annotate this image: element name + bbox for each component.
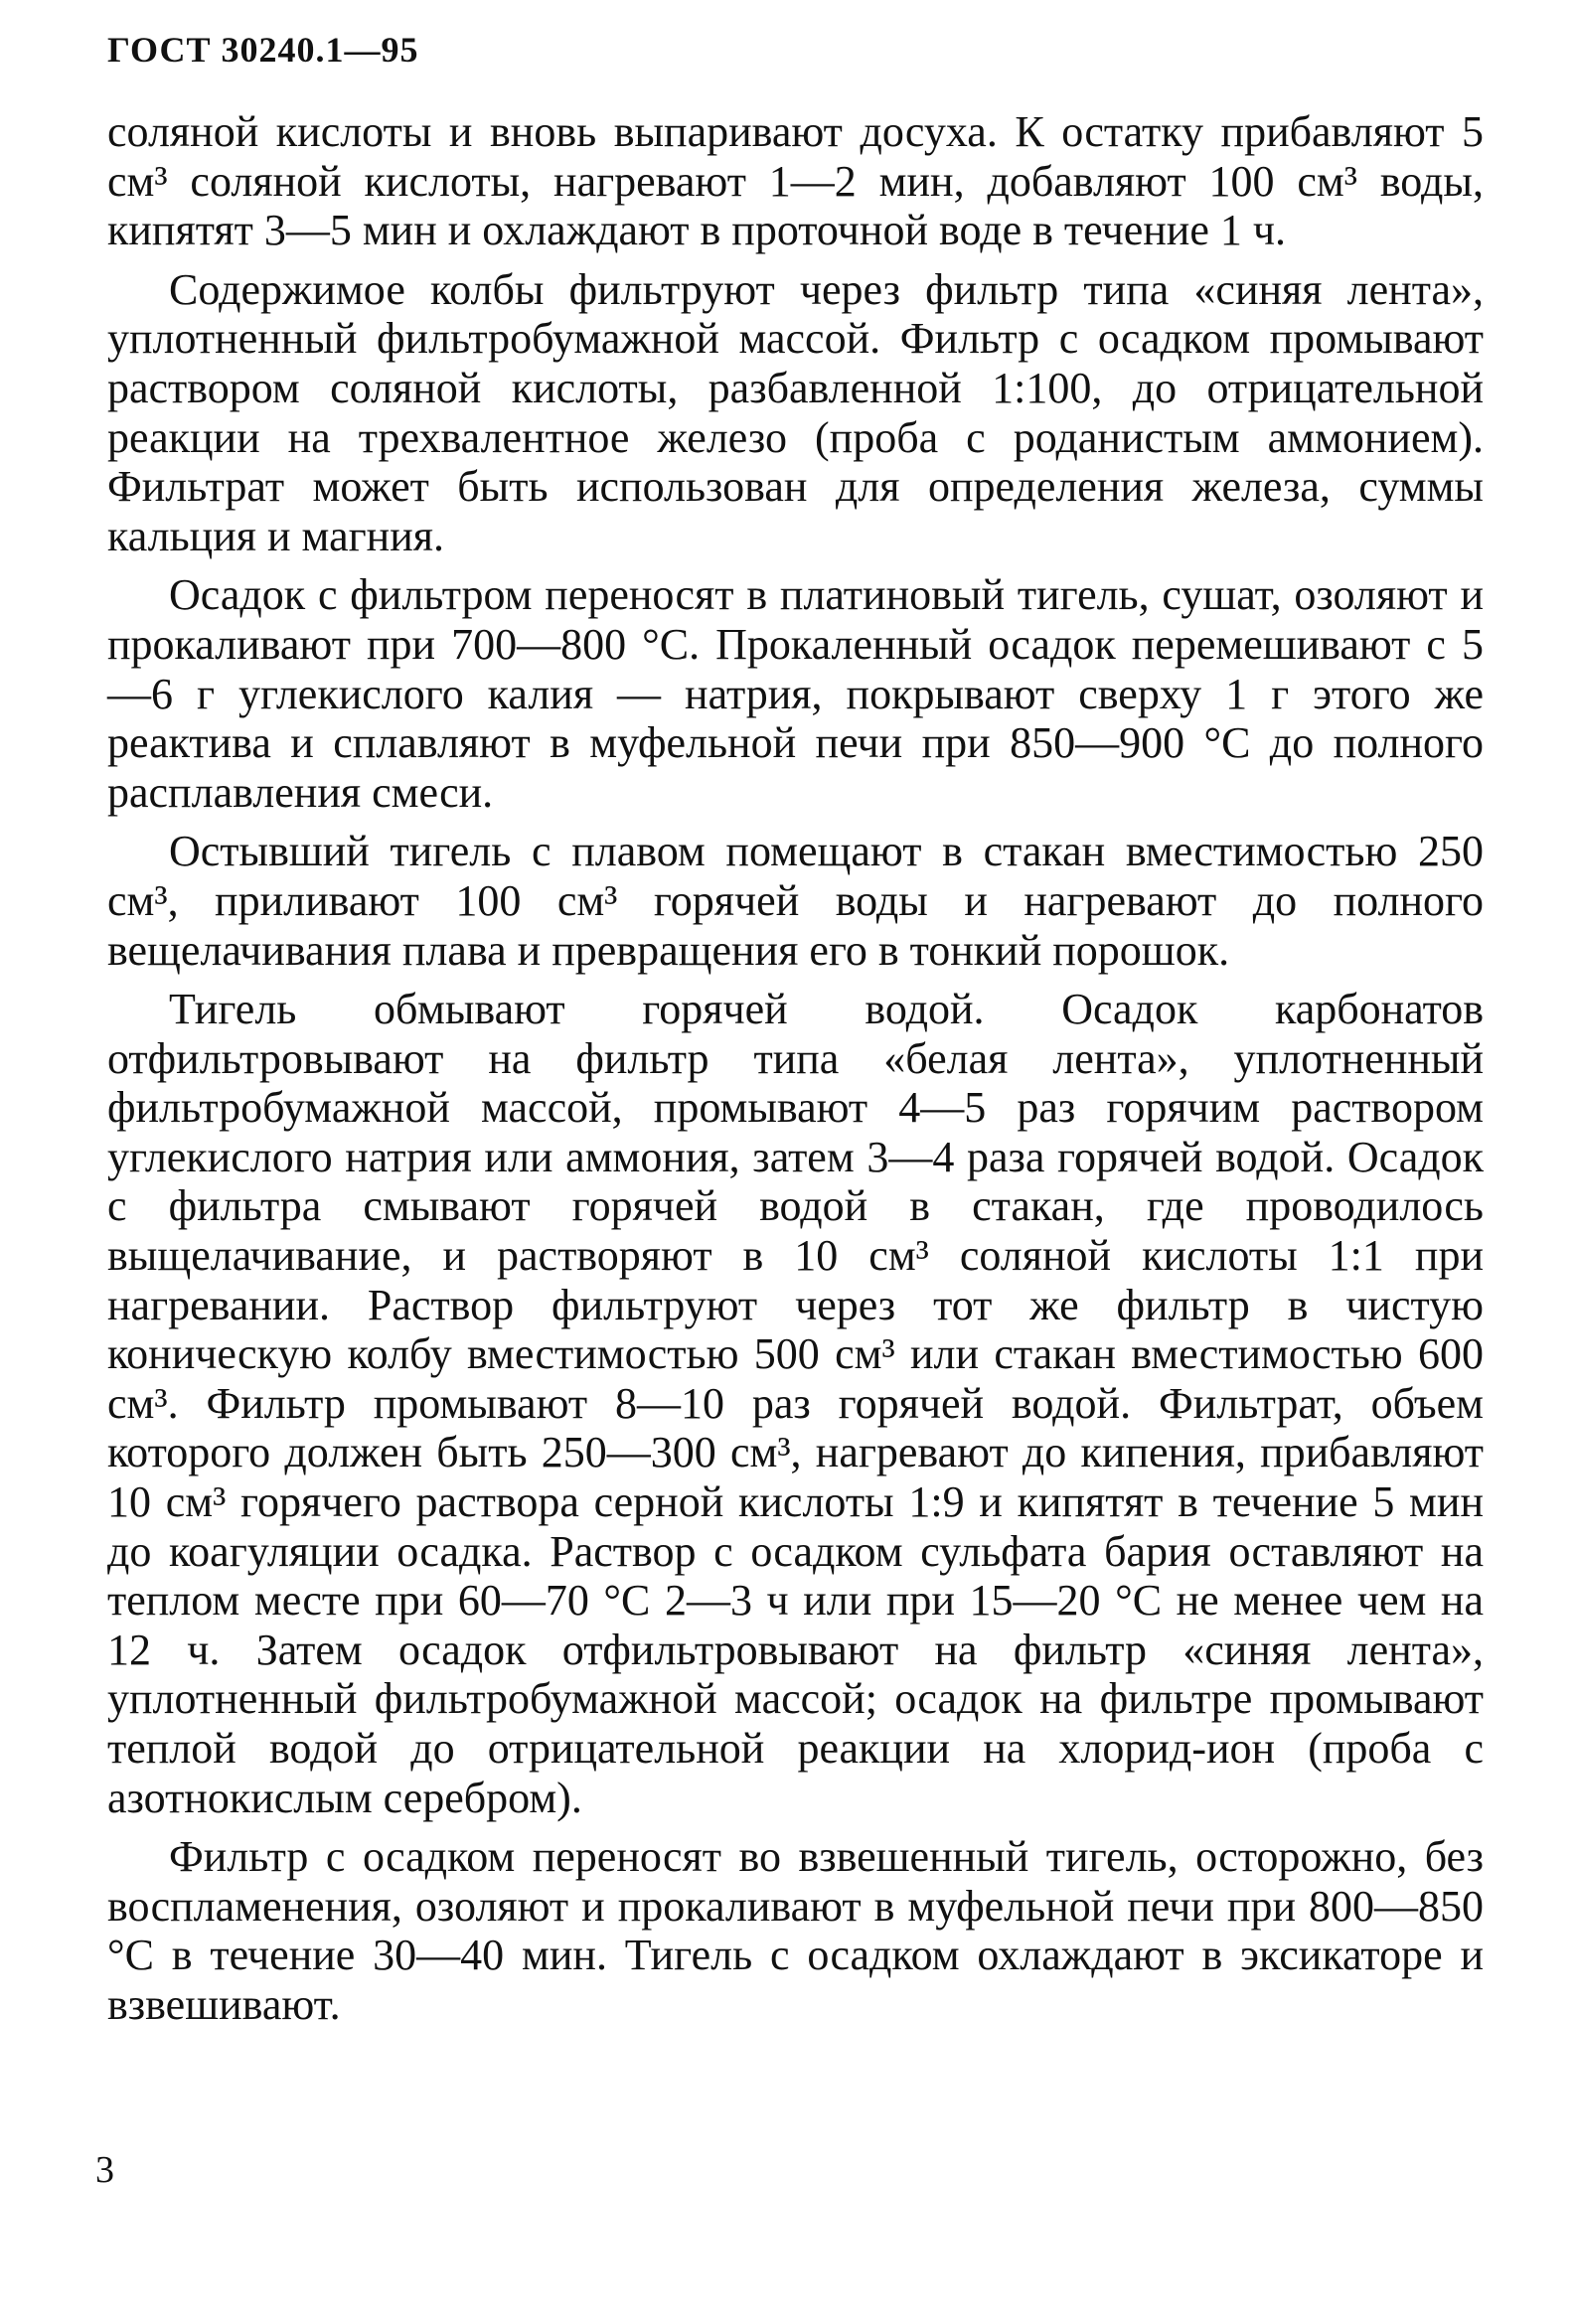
paragraph-5: Тигель обмывают горячей водой. Осадок карбонатов отфильтровывают на фильтр типа «белая лента», уплотненный фильтробумажной массой, промывают 4—5 раз горячим раствором углекислого натрия или аммония, затем 3—4 раза горячей водой. Осадок с фильтра смывают горячей водой в стакан, где проводилось выщелачивание, и растворяют в 10 см³ соляной кислоты 1:1 при нагревании. Раствор фильтруют через тот же фильтр в чистую коническую колбу вместимостью 500 см³ или стакан вместимостью 600 см³. Фильтр промывают 8—10 раз горячей водой. Фильтрат, объем которого должен быть 250—300 см³, нагревают до кипения, прибавляют 10 см³ горячего раствора серной кислоты 1:9 и кипятят в течение 5 мин до коагуляции осадка. Раствор с осадком сульфата бария оставляют на теплом месте при 60—70 °С 2—3 ч или при 15—20 °С не менее чем на 12 ч. Затем осадок отфильтровывают на фильтр «синяя лента», уплотненный фильтробумажной массой; осадок на фильтре промывают теплой водой до отрицательной реакции на хлорид-ион (проба с азотнокислым серебром). <box>107 985 1484 1822</box>
document-body <box>107 107 1484 2040</box>
document-header: ГОСТ 30240.1—95 <box>107 30 419 70</box>
paragraph-3: Осадок с фильтром переносят в платиновый тигель, сушат, озоляют и прокаливают при 700—800 °С. Прокаленный осадок перемешивают с 5—6 г углекислого калия — натрия, покрывают сверху 1 г этого же реактива и сплавляют в муфельной печи при 850—900 °С до полного расплавления смеси. <box>107 570 1484 817</box>
paragraph-6: Фильтр с осадком переносят во взвешенный тигель, осторожно, без воспламенения, озоляют и прокаливают в муфельной печи при 800—850 °С в течение 30—40 мин. Тигель с осадком охлаждают в эксикаторе и взвешивают. <box>107 1832 1484 2029</box>
paragraph-4: Остывший тигель с плавом помещают в стакан вместимостью 250 см³, приливают 100 см³ горячей воды и нагревают до полного вещелачивания плава и превращения его в тонкий порошок. <box>107 827 1484 975</box>
page-number: 3 <box>95 2149 114 2191</box>
paragraph-2: Содержимое колбы фильтруют через фильтр типа «синяя лента», уплотненный фильтробумажной массой. Фильтр с осадком промывают раствором соляной кислоты, разбавленной 1:100, до отрицательной реакции на трехвалентное железо (проба с роданистым аммонием). Фильтрат может быть использован для определения железа, суммы кальция и магния. <box>107 264 1484 560</box>
paragraph-1: соляной кислоты и вновь выпаривают досуха. К остатку прибавляют 5 см³ соляной кислоты, нагревают 1—2 мин, добавляют 100 см³ воды, кипятят 3—5 мин и охлаждают в проточной воде в течение 1 ч. <box>107 107 1484 255</box>
